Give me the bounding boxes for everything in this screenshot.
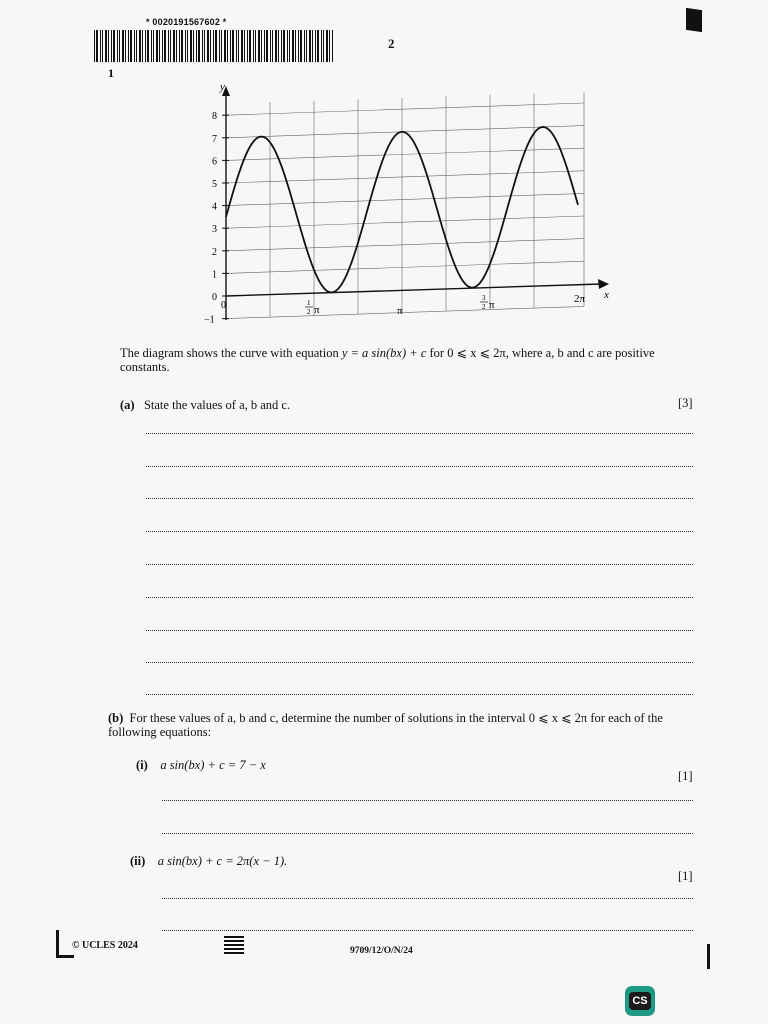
x-axis — [226, 284, 601, 296]
camscanner-badge-text: CS — [629, 992, 651, 1010]
footer-right-mark — [707, 944, 710, 969]
camscanner-badge-icon — [625, 986, 655, 1016]
x-axis-arrow — [598, 279, 609, 289]
answer-line-a5[interactable] — [146, 564, 693, 565]
qr-code-icon — [224, 936, 244, 956]
answer-line-a6[interactable] — [146, 597, 693, 598]
part-b-ii-marks: [1] — [678, 869, 693, 883]
part-b-ii — [130, 854, 287, 869]
part-b-text-1: For these values of a, b and c, determine the number of solutions in the interval — [129, 711, 526, 725]
y-tick-label: 2 — [212, 246, 217, 258]
part-b-i-equation: a sin(bx) + c = 7 − x — [160, 758, 266, 772]
desc-text-3: where a, b and c are positive constants. — [120, 346, 655, 374]
paper-code: 9709/12/O/N/24 — [350, 946, 413, 956]
answer-line-bii1[interactable] — [162, 898, 693, 899]
question-number: 1 — [108, 66, 114, 80]
desc-range: 0 ⩽ x ⩽ 2π, — [447, 346, 509, 360]
registration-mark — [686, 8, 702, 32]
footer-corner-mark-base — [56, 955, 74, 958]
x-tick-half-pi — [305, 299, 320, 316]
part-b-label: (b) — [108, 711, 124, 725]
answer-line-a3[interactable] — [146, 498, 693, 499]
y-tick-label: −1 — [204, 314, 215, 326]
part-b-i-label: (i) — [136, 758, 148, 772]
svg-text:2: 2 — [482, 303, 486, 311]
answer-line-a1[interactable] — [146, 433, 693, 434]
part-a-label: (a) — [120, 398, 135, 412]
y-tick-label: 5 — [212, 179, 217, 190]
part-a-prompt — [120, 398, 290, 413]
copyright-text: © UCLES 2024 — [72, 940, 138, 951]
x-tick-three-half-pi — [480, 294, 495, 311]
y-tick-label: 0 — [212, 292, 217, 303]
y-tick-label: 1 — [212, 269, 217, 281]
svg-text:2: 2 — [307, 308, 311, 316]
svg-text:π: π — [489, 299, 495, 311]
desc-text-1: The diagram shows the curve with equation — [120, 346, 339, 360]
svg-text:π: π — [314, 304, 320, 316]
answer-line-a4[interactable] — [146, 531, 693, 532]
part-b-i — [136, 758, 266, 773]
y-tick-label: 6 — [212, 156, 217, 168]
answer-line-bii2[interactable] — [162, 930, 693, 931]
x-tick-pi: π — [397, 305, 403, 317]
svg-text:1: 1 — [307, 299, 311, 307]
barcode-image — [94, 30, 336, 62]
answer-line-a9[interactable] — [146, 694, 693, 695]
part-b-ii-label: (ii) — [130, 854, 146, 868]
y-axis-label: y — [220, 81, 225, 93]
part-a-text: State the values of a, b and c. — [143, 398, 291, 412]
x-axis-label: x — [604, 289, 609, 301]
desc-equation: y = a sin(bx) + c — [341, 346, 427, 360]
answer-line-a2[interactable] — [146, 466, 693, 467]
svg-text:3: 3 — [482, 294, 486, 302]
part-b-text-2: for each of the following equations: — [108, 711, 663, 739]
page-number: 2 — [388, 36, 395, 51]
y-tick-label: 7 — [212, 133, 217, 145]
y-tick-label: 3 — [212, 224, 217, 236]
barcode-number: * 0020191567602 * — [146, 17, 227, 27]
part-b-ii-equation: a sin(bx) + c = 2π(x − 1). — [157, 854, 288, 868]
answer-line-bi1[interactable] — [162, 800, 693, 801]
answer-line-a8[interactable] — [146, 662, 693, 663]
part-a-marks: [3] — [678, 396, 693, 410]
answer-line-a7[interactable] — [146, 630, 693, 631]
part-b-i-marks: [1] — [678, 769, 693, 783]
answer-line-bi2[interactable] — [162, 833, 693, 834]
part-b-range: 0 ⩽ x ⩽ 2π — [528, 711, 588, 725]
y-tick-label: 4 — [212, 201, 217, 213]
desc-text-2: for — [429, 346, 445, 360]
sine-graph — [196, 80, 626, 332]
footer-corner-mark — [56, 930, 59, 958]
question-description — [120, 346, 695, 374]
x-tick-0: 0 — [221, 300, 226, 311]
y-tick-label: 8 — [212, 111, 217, 123]
part-b-prompt — [108, 711, 696, 739]
x-tick-2pi: 2π — [574, 293, 586, 305]
